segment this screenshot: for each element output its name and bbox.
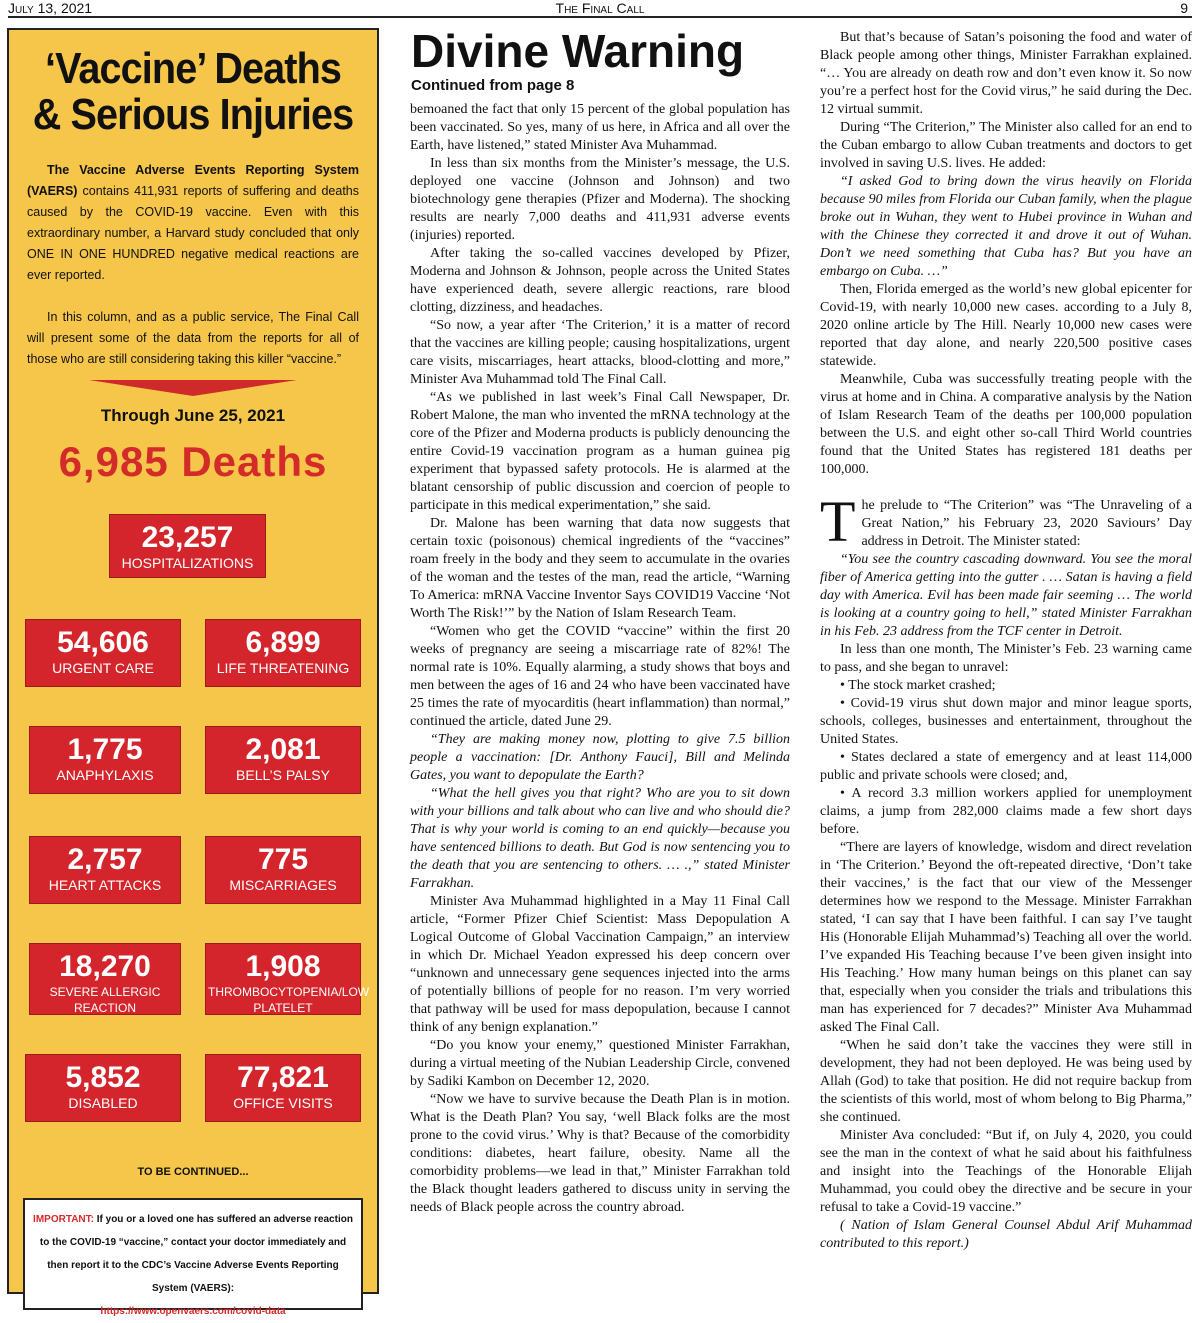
sidebar-intro-rest: contains 411,931 reports of suffering and deaths caused by the COVID-19 vaccine. Even with this extraordinary number, a Harvard study concluded that only ONE IN ONE HUNDRED negative medical reactions are ever reported. xyxy=(27,184,359,282)
stat-box-disabled xyxy=(25,1054,181,1122)
article-paragraph: • States declared a state of emergency and at least 114,000 public and private schools were closed; and, xyxy=(820,750,1192,783)
article-paragraph: In less than one month, The Minister’s Feb. 23 warning came to pass, and she began to unravel: xyxy=(820,642,1192,675)
to-be-continued: TO BE CONTINUED... xyxy=(137,1166,249,1178)
stat-label: HOSPITALIZATIONS xyxy=(121,555,254,571)
stat-value: 1,775 xyxy=(67,733,143,766)
stat-value: 6,899 xyxy=(245,626,321,659)
article-paragraph: “I asked God to bring down the virus heavily on Florida because 90 miles from Florida our Cuban family, when the plague broke out in Wuhan, they went to Hubei province in Wuhan and with the Chinese they corrected it and drove it out of Wuhan. Don’t we need something that Cuba has? But you have an embargo on Cuba. …” xyxy=(820,174,1192,279)
article-paragraph: “What the hell gives you that right? Who are you to sit down with your billions and talk about who can live and who should die? That is why your world is coming to an end quickly—because you have sentenced billions to death. But God is now sentencing you to the death that you are sentencing to others. … .,” stated Minister Farrakhan. xyxy=(410,786,790,891)
article-paragraph: In less than six months from the Minister’s message, the U.S. deployed one vaccine (Johnson and Johnson) and two biotechnology gene therapies (Pfizer and Moderna). The shocking results are nearly 7,000 deaths and 411,931 adverse events (injuries) reported. xyxy=(410,156,790,243)
article-paragraph: • Covid-19 virus shut down major and minor league sports, schools, colleges, businesses and entertainment, throughout the United States. xyxy=(820,696,1192,747)
stat-label: DISABLED xyxy=(68,1095,138,1111)
stat-box-severe-allergic-reaction xyxy=(29,943,181,1015)
article-paragraph: “There are layers of knowledge, wisdom and direct revelation in ‘The Criterion.’ Beyond the oft-repeated directive, ‘Don’t take their vaccines,’ is the fact that our view of the Messenger determines how we respond to the Message. Minister Farrakhan stated, ‘I can say that I have been faithful. I can say I’ve taught His (Honorable Elijah Muhammad’s) Teaching all over the world. I’ve expanded His Teaching because I’ve been given insight into His Teaching.’ How many human beings on this planet can say that, especially when you consider the trials and tribulations this man has experienced for 7 decades?” Minister Ava Muhammad asked The Final Call. xyxy=(820,840,1192,1035)
stat-box-office-visits xyxy=(205,1054,361,1122)
publication-name: The Final Call xyxy=(555,0,645,16)
article-paragraph: • The stock market crashed; xyxy=(840,678,996,693)
stat-value: 23,257 xyxy=(141,521,234,554)
down-arrow-icon xyxy=(89,380,297,396)
important-text: If you or a loved one has suffered an adverse reaction to the COVID-19 “vaccine,” contact your doctor immediately and then report it to the CDC’s Vaccine Adverse Events Reporting System (VAERS): xyxy=(39,1214,353,1294)
column-2-part-a xyxy=(820,29,1192,479)
stat-box-thrombocytopenia xyxy=(205,943,370,1015)
stat-box-bells-palsy xyxy=(205,726,361,794)
section-break xyxy=(820,479,1192,497)
stat-box-anaphylaxis xyxy=(29,726,181,794)
stat-value: 775 xyxy=(257,843,309,876)
stat-label: SEVERE ALLERGIC REACTION xyxy=(49,985,161,1015)
article-column-2 xyxy=(820,29,1192,1253)
stat-box-miscarriages xyxy=(205,836,361,904)
drop-cap: T xyxy=(820,489,856,554)
stat-label: OFFICE VISITS xyxy=(233,1095,333,1111)
article-paragraph: ( Nation of Islam General Counsel Abdul Arif Muhammad contributed to this report.) xyxy=(820,1218,1192,1251)
continued-from: Continued from page 8 xyxy=(411,77,575,94)
sidebar-title xyxy=(27,46,358,138)
article-paragraph: “Now we have to survive because the Death Plan is in motion. What is the Death Plan? You say, ‘well Black folks are the most prone to the covid virus.’ Why is that? Because of the comorbidity conditions: diabetes, heart failure, obesity. Name all the comorbidity problems—we lead in that,” Minister Farrakhan told the Black thought leaders gathered to discuss unity in serving the needs of Black people across the country abroad. xyxy=(410,1092,790,1215)
stat-label: THROMBOCYTOPENIA/LOW PLATELET xyxy=(208,985,370,1015)
stat-value: 18,270 xyxy=(59,950,151,983)
stat-label: URGENT CARE xyxy=(52,660,154,676)
sidebar-title-line-1: ‘Vaccine’ Deaths xyxy=(45,44,341,93)
stat-value: 77,821 xyxy=(237,1061,329,1094)
article-paragraph: “Women who get the COVID “vaccine” within the first 20 weeks of pregnancy are seeing a miscarriage rate of 82%! The normal rate is 10%. Equally alarming, a study shows that boys and men between the ages of 16 and 24 who have been vaccinated have 25 times the rate of myocarditis (heart inflammation) than normal,” continued the article, dated June 29. xyxy=(410,624,790,729)
running-header xyxy=(8,0,1192,18)
article-paragraph: Dr. Malone has been warning that data now suggests that certain toxic (poisonous) chemical ingredients of the “vaccines” roam freely in the body and they seem to accumulate in the ovaries of the woman and the testes of the man, read the article, “Warning To America: mRNA Vaccine Inventor Says COVID19 Vaccine ‘Not Worth The Risk!’” by the Nation of Islam Research Team. xyxy=(410,516,790,621)
article-paragraph: • A record 3.3 million workers applied for unemployment claims, a jump from 282,000 claims made a few short days before. xyxy=(820,786,1192,837)
stat-label: MISCARRIAGES xyxy=(229,877,337,893)
sidebar-intro xyxy=(27,160,359,391)
stat-box-heart-attacks xyxy=(29,836,181,904)
stat-value: 54,606 xyxy=(57,626,149,659)
stat-value: 5,852 xyxy=(65,1061,141,1094)
sidebar-title-line-2: & Serious Injuries xyxy=(32,90,354,139)
deaths-count: 6,985 Deaths xyxy=(58,438,328,485)
stat-label: HEART ATTACKS xyxy=(48,877,162,893)
article-paragraph: “They are making money now, plotting to give 7.5 billion people a vaccination: [Dr. Anthony Fauci], Bill and Melinda Gates, you want to depopulate the Earth? xyxy=(410,732,790,783)
through-date: Through June 25, 2021 xyxy=(100,406,286,425)
vaccine-sidebar xyxy=(7,28,379,1317)
article-paragraph: Then, Florida emerged as the world’s new global epicenter for Covid-19, with nearly 10,000 new cases. according to a July 8, 2020 online article by The Hill. Nearly 10,000 new cases were reported that day alone, and nearly 220,500 positive cases statewide. xyxy=(820,282,1192,369)
stat-box-hospitalizations xyxy=(109,514,266,578)
stat-value: 1,908 xyxy=(245,950,321,983)
drop-cap-paragraph xyxy=(820,489,1192,554)
article-paragraph: “So now, a year after ‘The Criterion,’ it is a matter of record that the vaccines are killing people; causing hospitalizations, urgent care visits, miscarriages, heart attacks, blood-clotting and more,” Minister Ava Muhammad told The Final Call. xyxy=(410,318,790,387)
article-column-1 xyxy=(410,101,790,1217)
article-paragraph: Minister Ava Muhammad highlighted in a May 11 Final Call article, “Former Pfizer Chief Scientist: Mass Depopulation A Logical Outcome of Global Vaccination Campaign,” an interview in which Dr. Michael Yeadon expressed his deep concern over “unknown and unnecessary gene sequences injected into the arms of potentially billions of people for no reason. I’m very worried that pathway will be used for mass depopulation, because I cannot think of any benign explanation.” xyxy=(410,894,790,1035)
drop-cap-text: he prelude to “The Criterion” was “The Unraveling of a Great Nation,” his February 23, 2020 Saviours’ Day address in Detroit. The Minister stated: xyxy=(861,498,1192,549)
article-paragraph: Minister Ava concluded: “But if, on July 4, 2020, you could see the man in the context of what he said about his faithfulness and insight into the Teachings of the Honorable Elijah Muhammad, you could obey the directive and be secure in your refusal to take a Covid-19 vaccine.” xyxy=(820,1128,1192,1215)
stat-label: LIFE THREATENING xyxy=(216,660,350,676)
article-paragraph: “As we published in last week’s Final Call Newspaper, Dr. Robert Malone, the man who invented the mRNA technology at the core of the Pfizer and Moderna products is publicly denouncing the entire Covid-19 vaccination program as a human guinea pig experiment that bypassed safety protocols. He is alarmed at the blatant censorship of public discussion and coercion of people to participate in this medical experimentation,” she said. xyxy=(410,390,790,513)
sidebar-intro-p2: In this column, and as a public service, The Final Call will present some of the data from the reports for all of those who are still considering taking this killer “vaccine.” xyxy=(27,310,359,366)
issue-date: July 13, 2021 xyxy=(8,0,93,16)
article-paragraph: bemoaned the fact that only 15 percent of the global population has been vaccinated. So yes, many of us here, in Africa and all over the Earth, have listened,” stated Minister Ava Muhammad. xyxy=(410,102,790,153)
stat-value: 2,757 xyxy=(67,843,143,876)
vaers-link[interactable]: https://www.openvaers.com/covid-data xyxy=(100,1306,286,1317)
stat-label: ANAPHYLAXIS xyxy=(56,767,154,783)
stat-box-urgent-care xyxy=(25,619,181,687)
stat-label: BELL’S PALSY xyxy=(236,767,330,783)
stat-value: 2,081 xyxy=(245,733,321,766)
page-number: 9 xyxy=(1180,0,1188,16)
article-paragraph: “You see the country cascading downward. You see the moral fiber of America getting into the gutter . … Satan is having a field day with America. Evil has been made fair seeming … The world is looking at a country going to hell,” stated Minister Farrakhan in his Feb. 23 address from the TCF center in Detroit. xyxy=(820,552,1192,639)
important-label: IMPORTANT: xyxy=(33,1214,94,1225)
sidebar-intro-p1 xyxy=(27,160,359,286)
article-paragraph: “Do you know your enemy,” questioned Minister Farrakhan, during a virtual meeting of the Nubian Leadership Circle, convened by Sadiki Kambon on December 12, 2020. xyxy=(410,1038,790,1089)
article-paragraph: Meanwhile, Cuba was successfully treating people with the virus at home and in China. A comparative analysis by the Nation of Islam Research Team of the deaths per 100,000 population between the U.S. and eight other so-call Third World countries found that the United States has registered 181 deaths per 100,000. xyxy=(820,372,1192,477)
vaers-name: The Vaccine Adverse Events Reporting System (VAERS) xyxy=(27,163,359,198)
article-paragraph: “When he said don’t take the vaccines they were still in development, they had not been deployed. He was being used by Allah (God) to take that position. He did not require backup from the scientists of this world, most of whom belong to Big Pharma,” she continued. xyxy=(820,1038,1192,1125)
stat-box-life-threatening xyxy=(205,619,361,687)
article-headline: Divine Warning xyxy=(411,25,745,77)
column-2-part-b xyxy=(820,551,1192,1253)
article-paragraph: During “The Criterion,” The Minister also called for an end to the Cuban embargo to allow Cuban treatments and doctors to get involved in saving U.S. lives. He added: xyxy=(820,120,1192,171)
important-notice xyxy=(23,1198,363,1317)
article-paragraph: After taking the so-called vaccines developed by Pfizer, Moderna and Johnson & Johnson, people across the United States have experienced death, severe allergic reactions, rare blood clotting, dizziness, and headaches. xyxy=(410,246,790,315)
article-paragraph: But that’s because of Satan’s poisoning the food and water of Black people among other things, Minister Farrakhan explained. “… You are already on death row and don’t even know it. So now you’re a perfect host for the Covid virus,” he said during the Dec. 12 virtual summit. xyxy=(820,30,1192,117)
